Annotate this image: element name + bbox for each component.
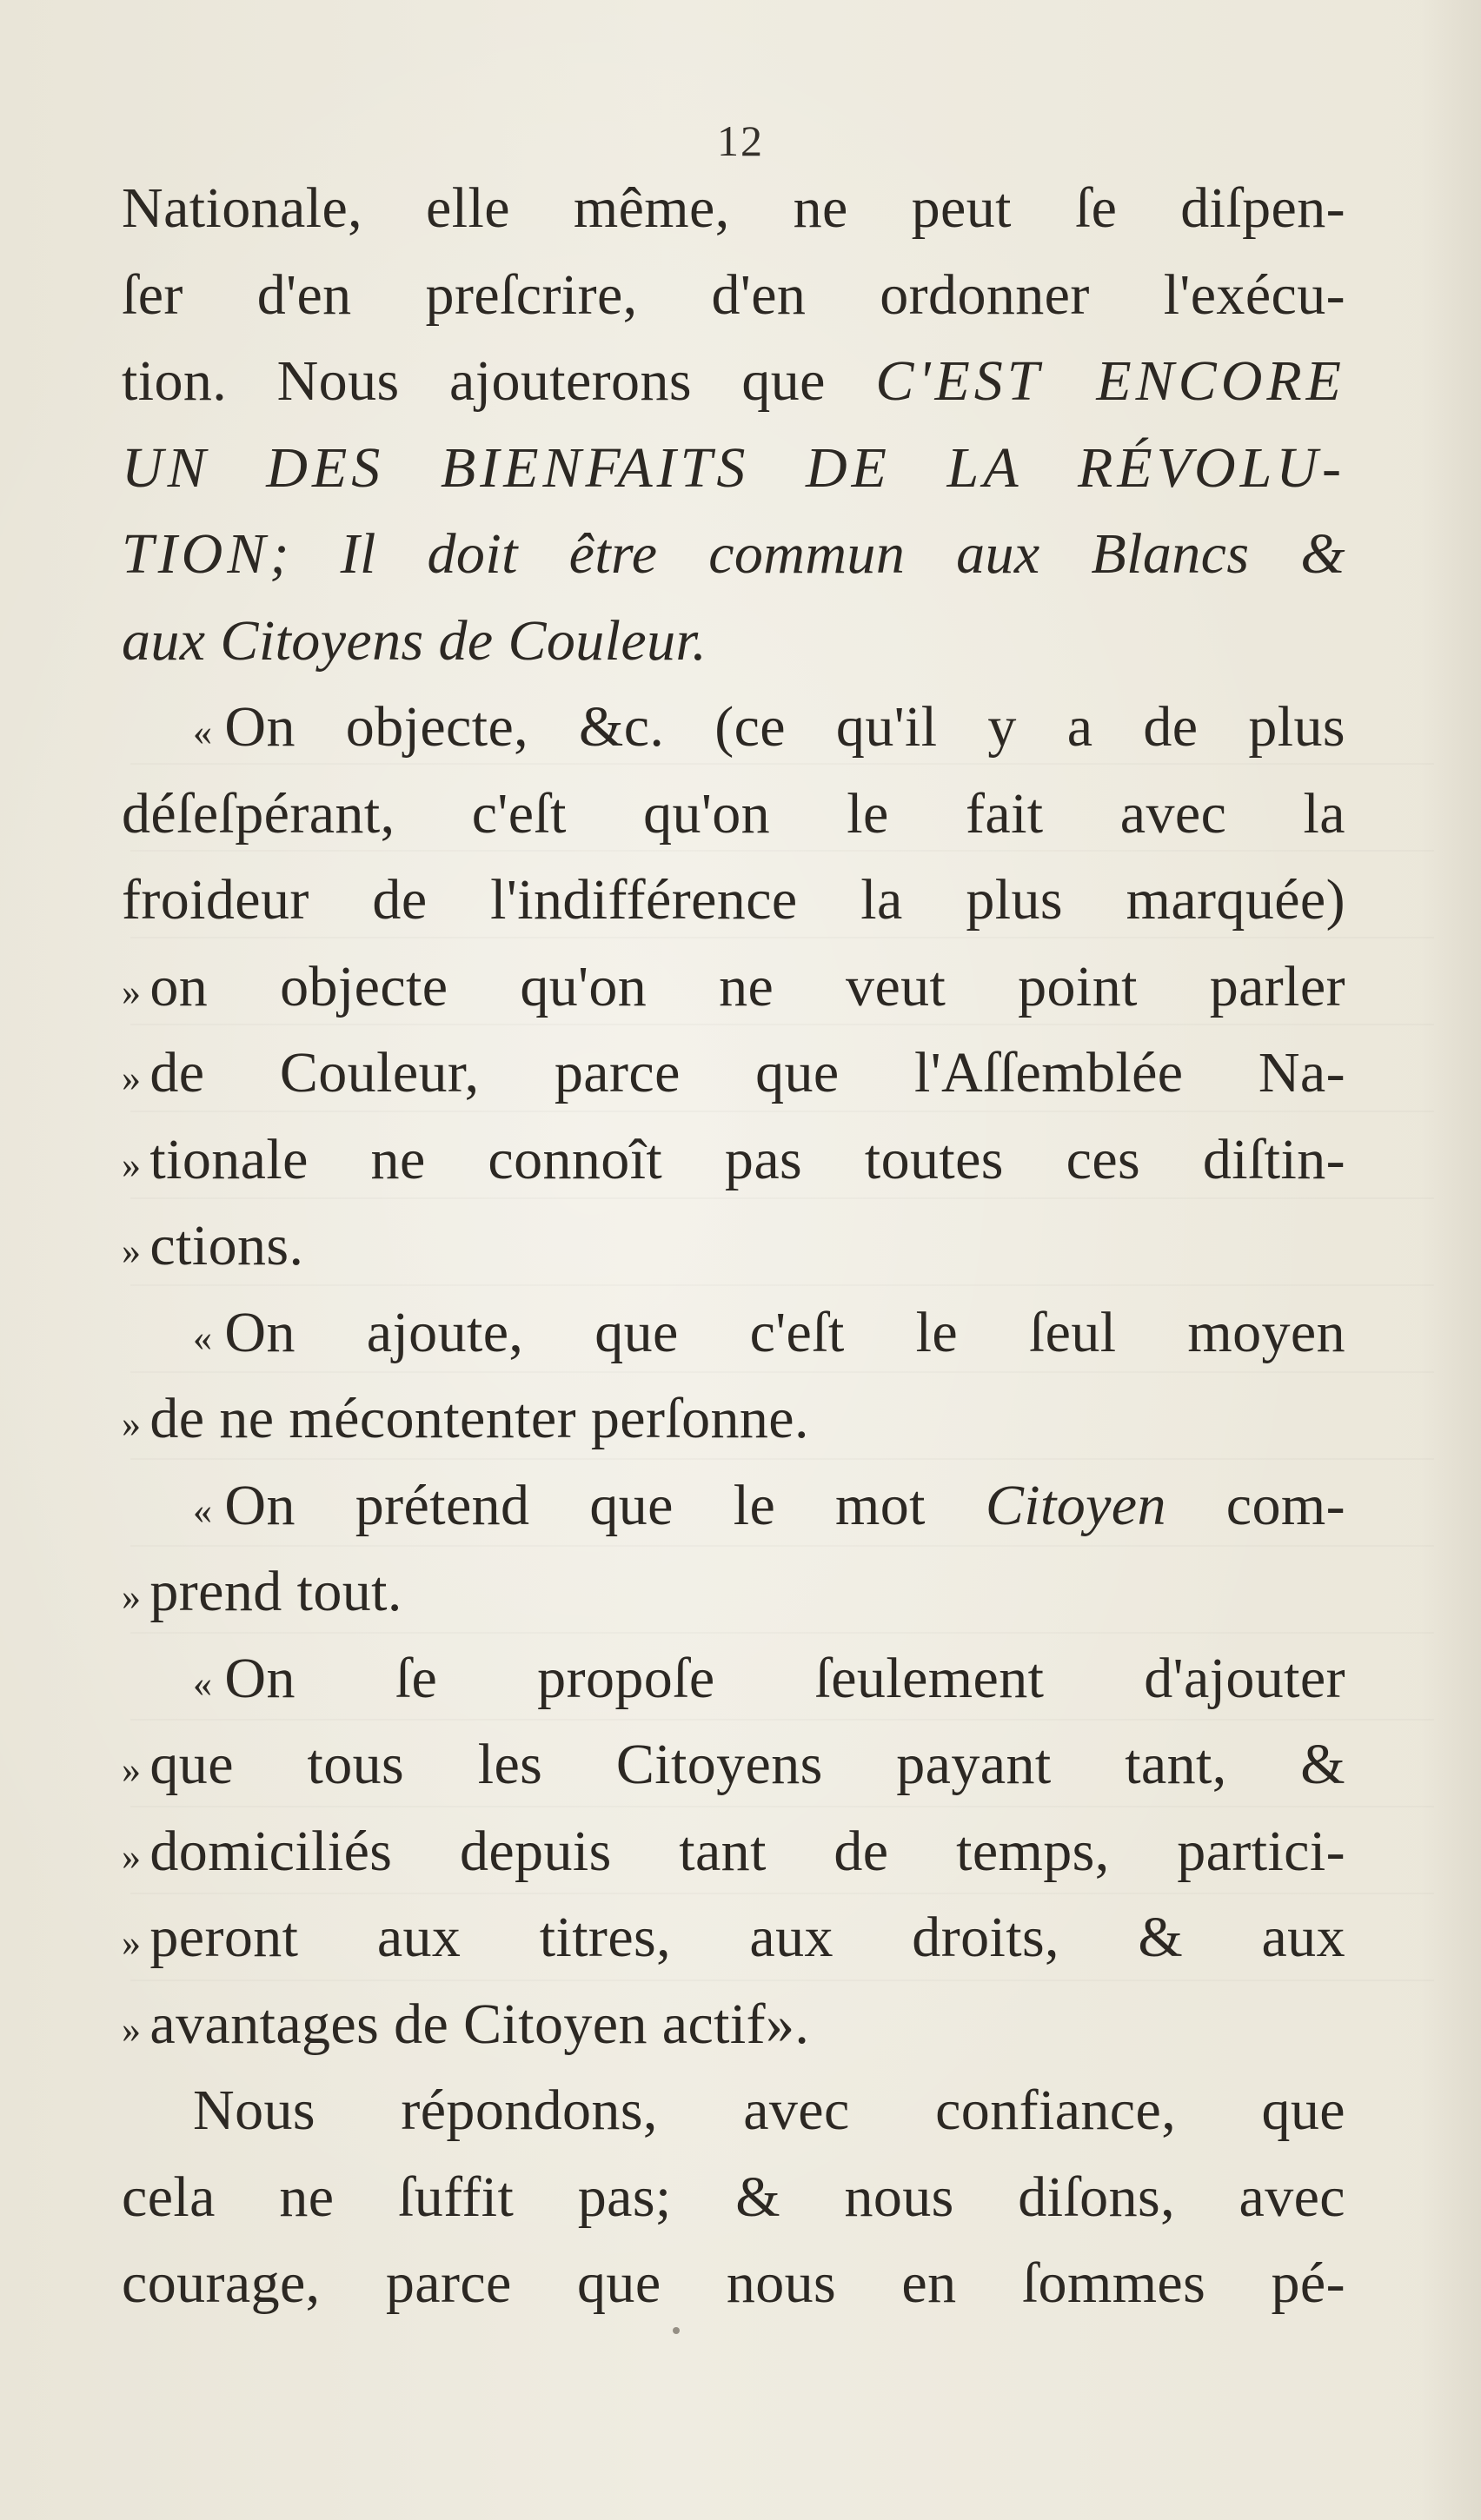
text-line: UN DES BIENFAITS DE LA RÉVOLU-: [122, 435, 1345, 500]
quote-line: » peront aux titres, aux droits, & aux: [122, 1906, 1345, 1969]
text-line: TION; Il doit être commun aux Blancs &: [122, 522, 1345, 586]
ink-dot: [673, 2327, 680, 2334]
quote-line: » avantages de Citoyen actif».: [122, 1992, 810, 2056]
text-line: déſeſpérant, c'eſt qu'on le fait avec la: [122, 781, 1345, 846]
quote-line: » ctions.: [122, 1214, 304, 1277]
text-line: Nationale, elle même, ne peut ſe diſpen-: [122, 176, 1345, 240]
quote-line: » prend tout.: [122, 1560, 402, 1623]
quote-line: » domiciliés depuis tant de temps, partici-: [122, 1819, 1345, 1883]
body-text: [122, 165, 1345, 2327]
text-line: froideur de l'indifférence la plus marquée): [122, 868, 1345, 932]
text-line: tion. Nous ajouterons que C'EST ENCORE: [122, 349, 1345, 413]
quote-line: » on objecte qu'on ne veut point parler: [122, 954, 1345, 1018]
quote-line: « On objecte, &c. (ce qu'il y a de plus: [193, 695, 1345, 759]
quote-line: » de Couleur, parce que l'Aſſemblée Na-: [122, 1041, 1345, 1104]
quote-line: « On ajoute, que c'eſt le ſeul moyen: [193, 1300, 1345, 1364]
text-line: courage, parce que nous en ſommes pé-: [122, 2251, 1345, 2315]
text-line: aux Citoyens de Couleur.: [122, 608, 707, 673]
page-edge-shadow: [1420, 0, 1481, 2520]
quote-line: « On prétend que le mot Citoyen com-: [193, 1473, 1345, 1537]
text-line: ſer d'en preſcrire, d'en ordonner l'exécu-: [122, 262, 1345, 327]
quote-line: « On ſe propoſe ſeulement d'ajouter: [193, 1646, 1345, 1710]
text-line: Nous répondons, avec confiance, que: [193, 2079, 1345, 2142]
text-line: cela ne ſuffit pas; & nous diſons, avec: [122, 2165, 1345, 2229]
quote-line: » tionale ne connoît pas toutes ces diſtin-: [122, 1127, 1345, 1191]
quote-line: » de ne mécontenter perſonne.: [122, 1387, 809, 1450]
quote-line: » que tous les Citoyens payant tant, &: [122, 1733, 1345, 1796]
page-number: 12: [717, 116, 764, 165]
